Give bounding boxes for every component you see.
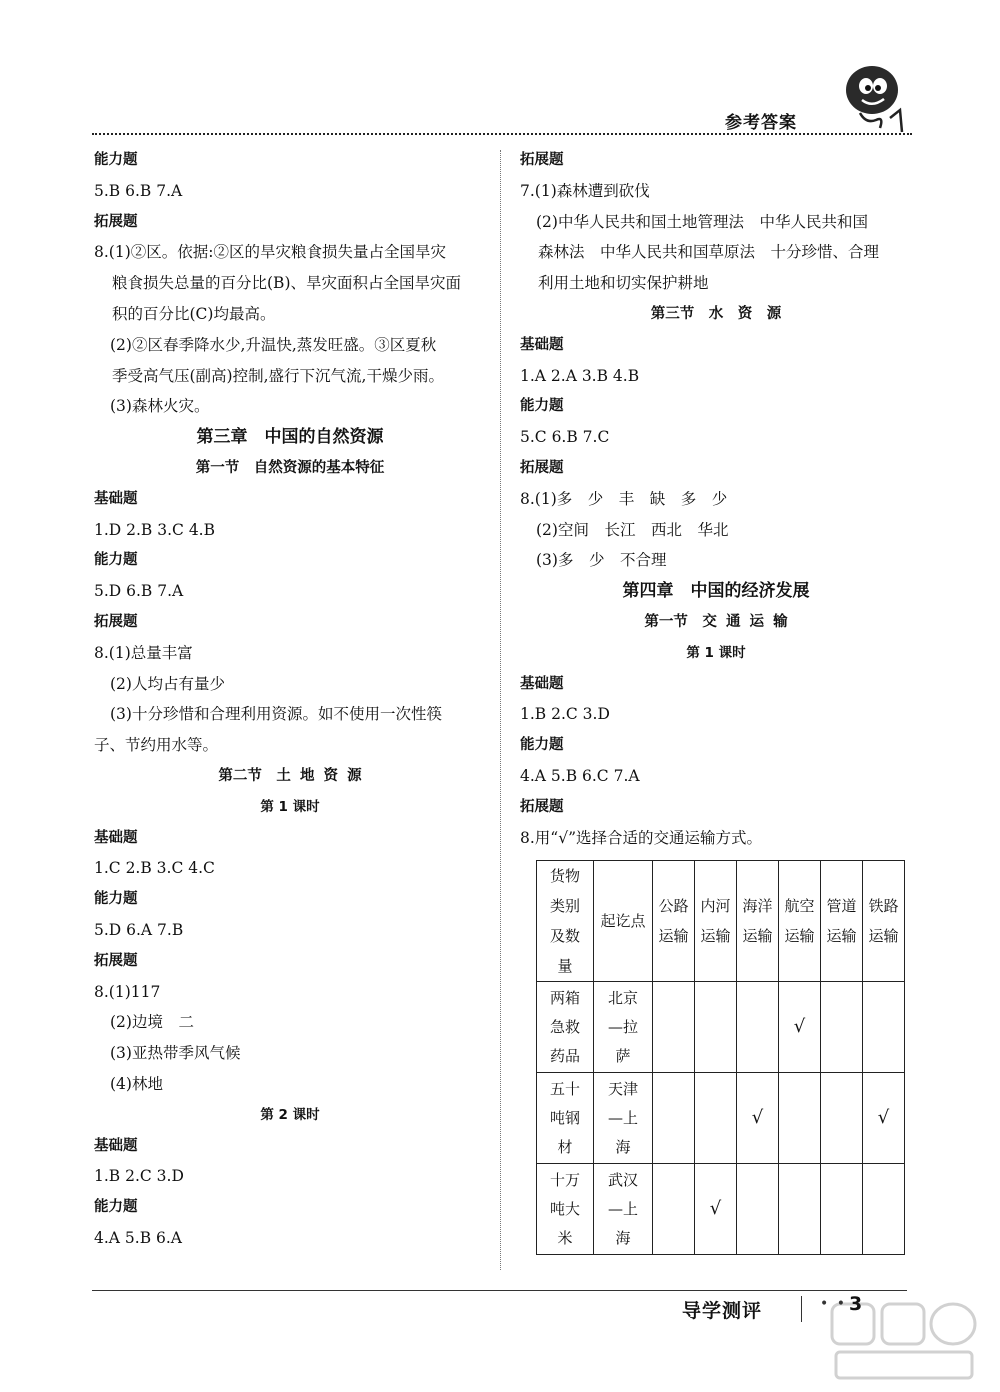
answer-line: 8.用“√”选择合适的交通运输方式。: [520, 828, 763, 847]
answer-line: 季受高气压(副高)控制,盛行下沉气流,干燥少雨。: [112, 366, 444, 385]
table-cell: [537, 1164, 594, 1255]
cell-text: 北京—拉萨: [607, 988, 638, 1065]
table-row: [537, 1164, 905, 1255]
header-text: 货物类别及数量: [549, 867, 580, 975]
lesson-title: 第 1 课时: [260, 798, 320, 815]
answer-line: (2)人均占有量少: [110, 674, 225, 693]
table-row: [537, 982, 905, 1073]
section-label: 基础题: [520, 336, 564, 353]
checkmark-icon: √: [877, 1107, 890, 1128]
answer-line: 5.C 6.B 7.C: [520, 428, 610, 447]
footer-separator: [801, 1296, 802, 1322]
answer-line: 4.A 5.B 6.C 7.A: [520, 766, 640, 785]
section-label: 拓展题: [520, 459, 564, 476]
watermark-stamp: [828, 1300, 978, 1384]
table-cell: [779, 1073, 821, 1164]
answer-line: 森林法 中华人民共和国草原法 十分珍惜、合理: [538, 243, 880, 262]
answer-line: 4.A 5.B 6.A: [94, 1228, 182, 1247]
table-cell: [821, 1164, 863, 1255]
cell-text: 十万吨大米: [549, 1170, 580, 1247]
cell-text: 武汉—上海: [607, 1170, 638, 1247]
checkmark-icon: √: [793, 1016, 806, 1037]
answer-line: (2)边境 二: [110, 1013, 194, 1032]
table-row: [537, 1073, 905, 1164]
answer-line: 1.A 2.A 3.B 4.B: [520, 366, 640, 385]
section-title: 第二节 土 地 资 源: [218, 767, 362, 784]
checkmark-icon: √: [751, 1107, 764, 1128]
footer-dots: • •: [820, 1296, 847, 1312]
header-rule: [92, 133, 912, 135]
section-label: 拓展题: [94, 952, 138, 969]
section-label: 能力题: [94, 891, 138, 908]
table-cell: [537, 1073, 594, 1164]
mascot-logo: [840, 58, 910, 136]
table-cell: [695, 982, 737, 1073]
table-cell: [594, 1164, 653, 1255]
header-text: 海洋运输: [742, 897, 773, 945]
answer-line: 1.B 2.C 3.D: [94, 1167, 184, 1186]
table-header-cell: [737, 861, 779, 982]
answer-line: (3)森林火灾。: [110, 397, 210, 416]
section-label: 能力题: [520, 398, 564, 415]
table-header-cell: [653, 861, 695, 982]
answer-line: 8.(1)117: [94, 982, 161, 1001]
answer-line: 1.D 2.B 3.C 4.B: [94, 520, 216, 539]
section-title: 第一节 自然资源的基本特征: [195, 459, 385, 476]
answer-line: 5.B 6.B 7.A: [94, 181, 183, 200]
table-cell: [737, 1073, 779, 1164]
answer-line: 5.D 6.B 7.A: [94, 582, 184, 601]
section-label: 拓展题: [520, 152, 564, 168]
table-cell: [737, 1164, 779, 1255]
table-cell: [779, 982, 821, 1073]
right-column: [520, 145, 912, 853]
transport-table: [536, 860, 905, 1255]
answer-line: 5.D 6.A 7.B: [94, 920, 184, 939]
answer-line: 8.(1)总量丰富: [94, 643, 193, 662]
answer-line: 粮食损失总量的百分比(B)、旱灾面积占全国旱灾面: [112, 274, 461, 293]
table-header-cell: [863, 861, 905, 982]
section-label: 拓展题: [94, 613, 138, 630]
chapter-title: 第三章 中国的自然资源: [196, 427, 384, 448]
table-header-cell: [695, 861, 737, 982]
page-number: 3: [849, 1293, 863, 1315]
answer-line: 8.(1)②区。依据:②区的旱灾粮食损失量占全国旱灾: [94, 243, 446, 262]
answer-line: 利用土地和切实保护耕地: [538, 274, 709, 293]
header-text: 内河运输: [700, 897, 731, 945]
table-cell: [695, 1073, 737, 1164]
lesson-title: 第 2 课时: [260, 1106, 320, 1123]
answer-line: 1.C 2.B 3.C 4.C: [94, 859, 215, 878]
section-label: 能力题: [94, 1199, 138, 1216]
table-cell: [737, 982, 779, 1073]
answer-line: 8.(1)多 少 丰 缺 多 少: [520, 489, 728, 508]
header-title: 参考答案: [725, 113, 797, 133]
answer-line: 积的百分比(C)均最高。: [112, 304, 276, 323]
table-cell: [594, 982, 653, 1073]
table-cell: [863, 1164, 905, 1255]
answer-line: 7.(1)森林遭到砍伐: [520, 181, 650, 200]
header-text: 管道运输: [826, 897, 857, 945]
section-label: 基础题: [94, 1137, 138, 1154]
table-header-cell: [779, 861, 821, 982]
header-text: 铁路运输: [868, 897, 899, 945]
section-label: 拓展题: [520, 798, 564, 815]
answer-line: 子、节约用水等。: [94, 736, 219, 755]
footer-brand: 导学测评: [682, 1300, 763, 1322]
answer-line: 1.B 2.C 3.D: [520, 705, 610, 724]
section-label: 基础题: [520, 675, 564, 692]
answer-line: (3)亚热带季风气候: [110, 1044, 241, 1063]
table-cell: [863, 982, 905, 1073]
header-text: 航空运输: [784, 897, 815, 945]
section-label: 能力题: [94, 152, 138, 168]
table-cell: [821, 1073, 863, 1164]
section-label: 基础题: [94, 490, 138, 507]
cell-text: 五十吨钢材: [549, 1079, 580, 1156]
answer-line: (3)多 少 不合理: [536, 551, 667, 570]
section-title: 第一节 交 通 运 输: [644, 613, 788, 630]
table-header-cell: [821, 861, 863, 982]
section-title: 第三节 水 资 源: [650, 305, 782, 322]
table-header-cell: [537, 861, 594, 982]
table-cell: [653, 982, 695, 1073]
answer-line: (2)空间 长江 西北 华北: [536, 520, 729, 539]
checkmark-icon: √: [709, 1198, 722, 1219]
chapter-title: 第四章 中国的经济发展: [622, 581, 810, 602]
table-cell: [779, 1164, 821, 1255]
table-cell: [695, 1164, 737, 1255]
left-column: [94, 145, 486, 1254]
answer-line: (2)中华人民共和国土地管理法 中华人民共和国: [536, 212, 868, 231]
footer-rule: [92, 1290, 907, 1291]
table-header-row: [537, 861, 905, 982]
cell-text: 天津—上海: [607, 1079, 638, 1156]
answer-line: (4)林地: [110, 1074, 163, 1093]
header-text: 起讫点: [600, 912, 646, 930]
table-cell: [537, 982, 594, 1073]
table-cell: [653, 1073, 695, 1164]
answer-line: (2)②区春季降水少,升温快,蒸发旺盛。③区夏秋: [110, 335, 437, 354]
section-label: 拓展题: [94, 213, 138, 230]
section-label: 基础题: [94, 829, 138, 846]
table-cell: [863, 1073, 905, 1164]
answer-line: (3)十分珍惜和合理利用资源。如不使用一次性筷: [110, 705, 442, 724]
table-cell: [594, 1073, 653, 1164]
table-header-cell: [594, 861, 653, 982]
section-label: 能力题: [520, 737, 564, 754]
table-cell: [653, 1164, 695, 1255]
lesson-title: 第 1 课时: [686, 644, 746, 661]
section-label: 能力题: [94, 552, 138, 569]
table-cell: [821, 982, 863, 1073]
column-divider: [500, 150, 501, 1270]
cell-text: 两箱急救药品: [549, 988, 580, 1065]
header-text: 公路运输: [658, 897, 689, 945]
